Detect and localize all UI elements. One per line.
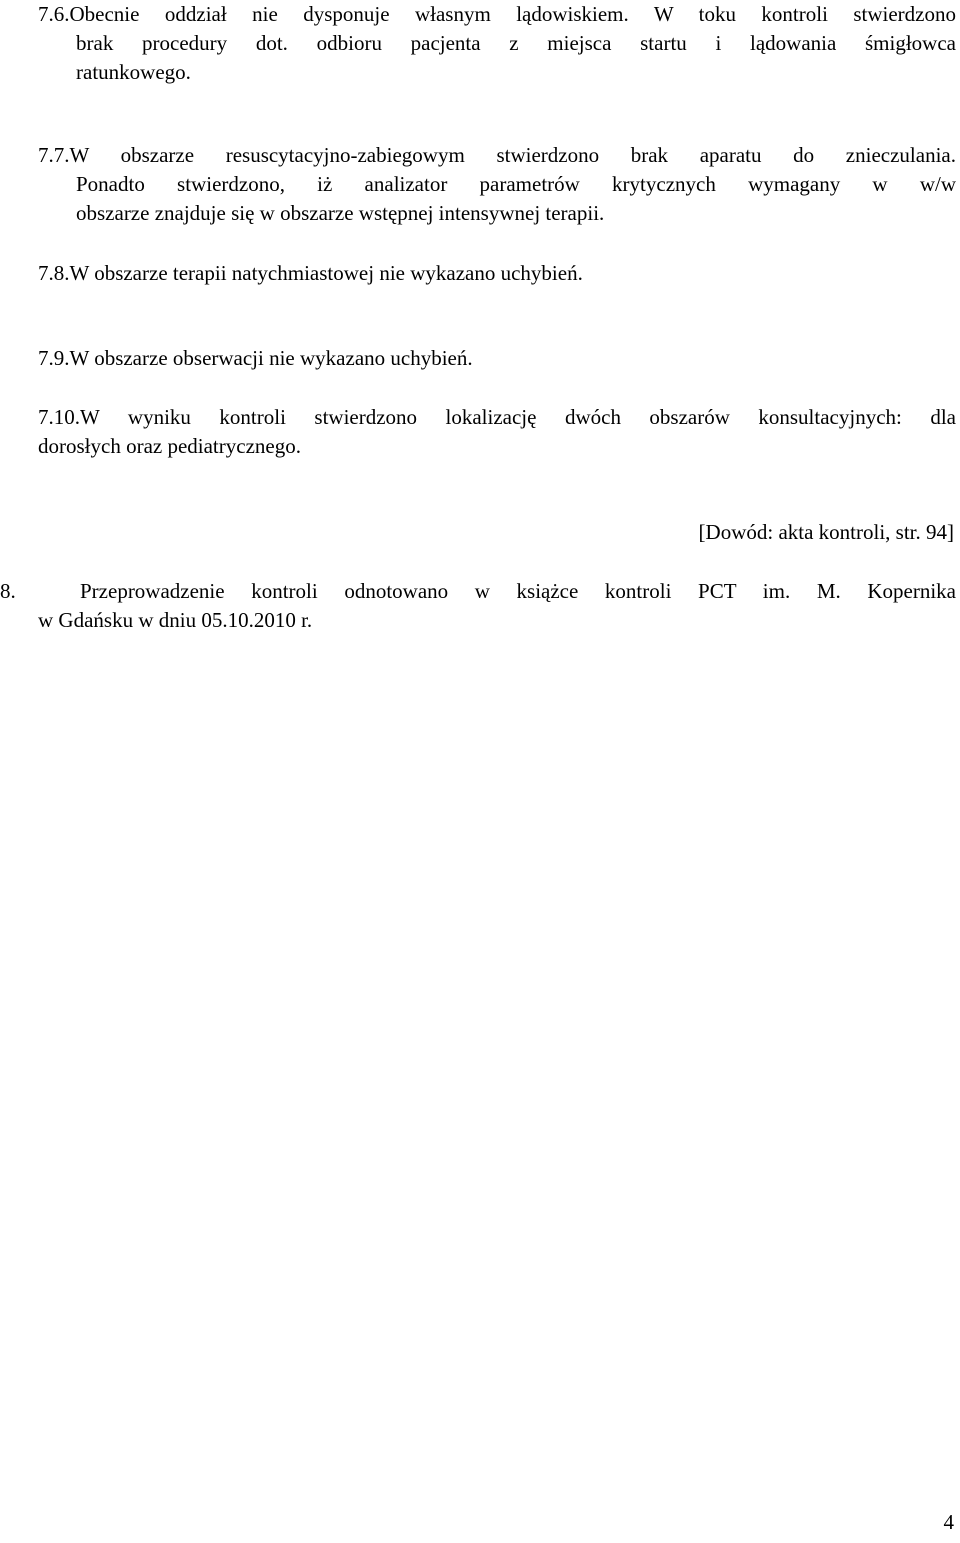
item-7-8-line-1 — [38, 259, 583, 288]
item-text: Obecnie oddział nie dysponuje własnym lądowiskiem. W toku kontroli stwierdzono — [69, 2, 956, 26]
item-number: 7.10. — [38, 405, 80, 429]
item-7-10-line-2 — [38, 432, 301, 461]
page-number — [944, 1508, 955, 1537]
item-7-9-line-1 — [38, 344, 473, 373]
item-text: dorosłych oraz pediatrycznego. — [38, 434, 301, 458]
evidence-reference — [699, 518, 954, 547]
item-number: 7.9. — [38, 346, 70, 370]
item-7-7-line-2 — [76, 170, 956, 199]
item-7-7-line-3 — [76, 199, 604, 228]
evidence-text: [Dowód: akta kontroli, str. 94] — [698, 520, 954, 544]
item-number: 7.7. — [38, 143, 70, 167]
page-number-text: 4 — [943, 1510, 954, 1534]
item-7-7-line-1 — [38, 141, 956, 170]
item-text: W wyniku kontroli stwierdzono lokalizację dwóch obszarów konsultacyjnych: dla — [80, 405, 956, 429]
section-text: w Gdańsku w dniu 05.10.2010 r. — [38, 608, 313, 632]
item-text: Ponadto stwierdzono, iż analizator parametrów krytycznych wymagany w w/w — [76, 172, 956, 196]
item-number: 7.8. — [38, 261, 70, 285]
section-text: Przeprowadzenie kontroli odnotowano w książce kontroli PCT im. M. Kopernika — [80, 579, 956, 603]
section-8-number — [0, 577, 16, 606]
item-7-10-line-1 — [38, 403, 956, 432]
item-number: 7.6. — [38, 2, 70, 26]
item-7-6-line-3 — [76, 58, 191, 87]
item-7-6-line-1 — [38, 0, 956, 29]
item-text: obszarze znajduje się w obszarze wstępnej intensywnej terapii. — [76, 201, 605, 225]
item-text: W obszarze obserwacji nie wykazano uchybień. — [69, 346, 473, 370]
section-8-line-1 — [80, 577, 956, 606]
item-7-6-line-2 — [76, 29, 956, 58]
item-text: W obszarze resuscytacyjno-zabiegowym stwierdzono brak aparatu do znieczulania. — [69, 143, 956, 167]
item-text: ratunkowego. — [76, 60, 191, 84]
item-text: W obszarze terapii natychmiastowej nie wykazano uchybień. — [69, 261, 583, 285]
section-8-line-2 — [38, 606, 312, 635]
section-number: 8. — [0, 579, 16, 603]
item-text: brak procedury dot. odbioru pacjenta z miejsca startu i lądowania śmigłowca — [76, 31, 956, 55]
